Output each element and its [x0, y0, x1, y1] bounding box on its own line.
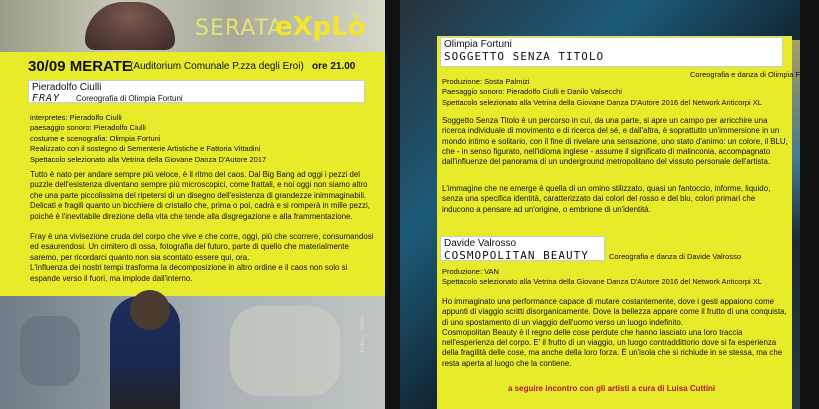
- credit-line: Produzione: VAN: [442, 267, 499, 276]
- show-title: SOGGETTO SENZA TITOLO: [444, 50, 605, 63]
- show-choreography: Coreografia di Olimpia Fortuni: [76, 94, 183, 103]
- show-title: COSMOPOLITAN BEAUTY: [444, 249, 589, 262]
- left-page: [0, 0, 385, 409]
- show-choreography: Coreografia e danza di Olimpia Fortuni: [690, 70, 819, 79]
- paragraph: Soggetto Senza Titolo è un percorso in cui, da una parte, si apre un campo per arricchire una ricerca individuale di movimento e di ricerca del sé, e dall'altra, è soprattutto un'immersione in un mondo intimo e solitario, con il fine di rivelare una sensazione, uno stato d'animo: un colore, il BLU, che - in senso figurato, nell'idioma inglese - assume il significato di malinconia, accompagnato dall'influenze del panorama di un underground metropolitano del vissuto personale dell'artista.: [442, 116, 788, 167]
- paragraph: Fray è una vivisezione cruda del corpo che vive e che corre, oggi, più che scorrere, consumandosi ed esaurendosi. Un cimitero di ossa, fotografia del futuro, parte di quello che materialmente saremo, per ricordarci quanto non sia scontato essere qui, ora.: [30, 232, 374, 262]
- date-bar: [0, 52, 385, 79]
- paragraph: L'influenza dei nostri tempi trasforma la decomposizione in altro ordine e il caos non solo si espande verso il fuori, ma implode dall'interno.: [30, 263, 348, 283]
- show-soggetto-box: [440, 37, 783, 67]
- paragraph: Ho immaginato una performance capace di mutare costantemente, dove i gesti appaiono come appunti di viaggio scritti disorganicamente. Dove la bellezza appare come il frutto di una conquista, di uno spostamento di un viaggio dell'uomo verso un luogo indefinito.: [442, 297, 787, 327]
- credit-line: Spettacolo selezionato alla Vetrina della Giovane Danza D'Autore 2016 del Network Anticorpi XL: [442, 97, 762, 107]
- dancer-head: [130, 290, 170, 330]
- credit-line: Paesaggio sonoro: Pieradolfo Ciulli e Danilo Valsecchi: [442, 87, 622, 97]
- serata-title: SERATA: [195, 16, 284, 41]
- event-time: ore 21.00: [312, 61, 356, 72]
- paragraph: Cosmopolitan Beauty è il regno delle cose perdute che hanno lasciato una loro traccia nell'esperienza del corpo. E' il frutto di un viaggio, un luogo contraddittorio dove si fa esperienza della fragilità delle cose, ma anche della loro forza. È un'isola che si richiude in se stessa, ma che resta aperta al luogo che la contiene.: [442, 327, 783, 368]
- credit-line: costume e scenografia: Olimpia Fortuni: [30, 133, 161, 143]
- show-author: Olimpia Fortuni: [444, 39, 512, 50]
- credit-line: Produzione: Sosta Palmizi: [442, 77, 530, 86]
- footer-note: a seguire incontro con gli artisti a cura di Luisa Cuttini: [508, 384, 716, 393]
- description: [30, 170, 375, 284]
- event-date: 30/09 MERATE: [28, 58, 132, 75]
- dancer-photo: [0, 296, 385, 409]
- credit-line: paesaggio sonoro: Pieradolfo Ciulli: [30, 123, 146, 133]
- header-photo: [0, 0, 385, 52]
- show-choreography: Coreografia e danza di Davide Valrosso: [609, 252, 742, 261]
- paragraph: Tutto è nato per andare sempre più veloce, è il ritmo del caos. Dal Big Bang ad oggi i pezzi del puzzle dell'esistenza diventano sempre più microscopici, come frattali, e noi oggi non siamo altro che una parte piccolissima del ripetersi di un disegno dell'esistenza di grandezze inimmaginabili.: [30, 170, 368, 200]
- paragraph: Delicati e fragili quanto un bicchiere di cristallo che, prima o poi, cadrà e si romperà in mille pezzi, poiché è l'inevitabile direzione della vita che tende alla disgregazione e alla frammentazione.: [30, 201, 370, 221]
- show-cosmopolitan-box: [440, 236, 605, 261]
- explo-title: eXpLò: [275, 12, 366, 42]
- description: [442, 297, 789, 369]
- credits-list: [442, 267, 787, 288]
- right-page: [400, 0, 819, 409]
- show-title: FRAY: [32, 93, 61, 104]
- credit-line: Spettacolo selezionato alla Vetrina della Giovane Danza D'Autore 2016 del Network Anticorpi XL: [442, 277, 762, 287]
- credit-line: interpretes: Pieradolfo Ciulli: [30, 113, 122, 122]
- hands-image: [85, 2, 175, 50]
- event-venue: (Auditorium Comunale P.zza degli Eroi): [130, 61, 304, 72]
- show-author: Davide Valrosso: [444, 238, 517, 249]
- credit-line: Realizzato con il sostegno di Sementerie Artistiche e Fattoria Vittadini: [30, 144, 261, 154]
- photo-credit: Foto © Stella: [360, 316, 366, 353]
- credits-list: [442, 77, 787, 108]
- credit-line: Spettacolo selezionato alla Vetrina della Giovane Danza D'Autore 2017: [30, 154, 267, 164]
- paragraph: L'immagine che ne emerge è quella di un omino stilizzato, quasi un fantoccio, informe, liquido, senza una specifica identità, caratterizzato dai colori del rosso e del blu, colori primari che inducono a pensare ad un'origine, o embrione di un'identità.: [442, 184, 771, 214]
- show-fray-box: [28, 80, 365, 103]
- credits-list: [30, 113, 370, 165]
- show-author: Pieradolfo Ciulli: [32, 82, 102, 93]
